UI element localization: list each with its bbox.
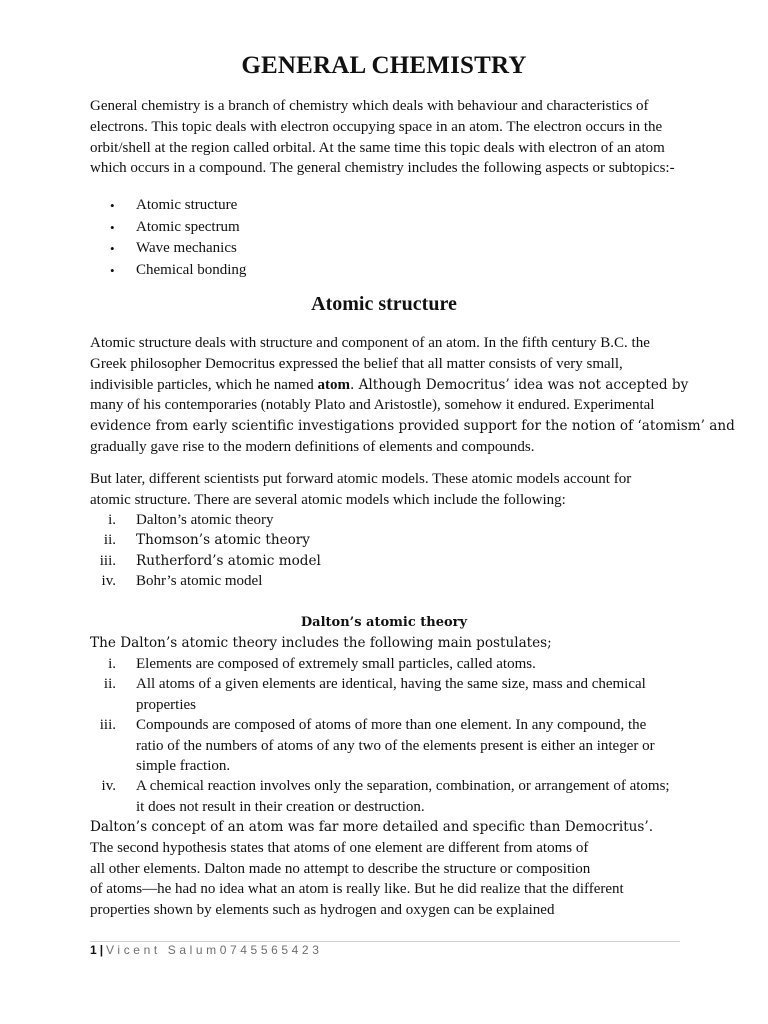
paragraph-line: of atoms—he had no idea what an atom is really like. But he did realize that the different <box>90 881 624 898</box>
document-title: GENERAL CHEMISTRY <box>241 52 527 79</box>
paragraph-line: But later, different scientists put forward atomic models. These atomic models account for <box>90 471 632 487</box>
paragraph-line: Greek philosopher Democritus expressed the belief that all matter consists of very small, <box>90 355 623 372</box>
subtopics-list <box>110 195 246 281</box>
list-text: Bohr’s atomic model <box>136 573 263 590</box>
list-number: iv. <box>101 778 116 795</box>
paragraph-line: gradually gave rise to the modern definitions of elements and compounds. <box>90 438 535 455</box>
list-number: ii. <box>103 532 116 549</box>
subtopic-label: Chemical bonding <box>136 261 247 278</box>
list-text: Thomson’s atomic theory <box>136 532 310 549</box>
list-item <box>90 674 670 694</box>
bullet-icon: • <box>110 241 115 256</box>
list-item <box>90 797 670 817</box>
bold-term-atom: atom <box>317 376 350 393</box>
subtopic-label: Atomic spectrum <box>136 218 240 235</box>
dalton-closing-paragraph <box>90 817 690 921</box>
line-text: indivisible particles, which he named <box>90 376 318 393</box>
paragraph-line: Atomic structure deals with structure and component of an atom. In the fifth century B.C. the <box>90 335 650 351</box>
list-number: iii. <box>99 717 116 734</box>
list-item <box>90 695 670 715</box>
list-item <box>90 654 670 674</box>
paragraph-line: The second hypothesis states that atoms of one element are different from atoms of <box>90 839 589 856</box>
list-item <box>110 195 246 217</box>
list-item <box>110 217 246 239</box>
paragraph-line: atomic structure. There are several atomic models which include the following: <box>90 491 566 508</box>
list-item <box>90 530 321 550</box>
list-item <box>90 551 321 571</box>
list-text: A chemical reaction involves only the separation, combination, or arrangement of atoms; <box>136 778 670 795</box>
list-number: iii. <box>99 552 116 569</box>
list-text: ratio of the numbers of atoms of any two of the elements present is either an integer or <box>136 737 655 754</box>
paragraph-line: evidence from early scientific investigations provided support for the notion of ‘atomism’ and <box>90 418 735 435</box>
footer-divider <box>90 941 680 942</box>
list-text: simple fraction. <box>136 758 231 775</box>
list-item <box>110 260 246 282</box>
line-text: . Although Democritus’ idea was not accepted by <box>349 376 689 393</box>
list-item <box>110 238 246 260</box>
list-number: i. <box>108 656 116 672</box>
paragraph-line: Dalton’s concept of an atom was far more detailed and specific than Democritus’. <box>90 819 654 835</box>
page-number: 1 <box>90 943 97 957</box>
list-item <box>90 571 321 591</box>
bullet-icon: • <box>110 219 115 235</box>
subtopic-label: Atomic structure <box>136 197 238 213</box>
atomic-models-paragraph <box>90 469 690 511</box>
paragraph-line: The Dalton’s atomic theory includes the following main postulates; <box>90 635 552 651</box>
list-item <box>90 736 670 756</box>
subtopic-label: Wave mechanics <box>136 240 237 256</box>
intro-line: electrons. This topic deals with electron occupying space in an atom. The electron occurs in the <box>90 118 663 135</box>
list-text: All atoms of a given elements are identical, having the same size, mass and chemical <box>136 676 646 693</box>
list-text: it does not result in their creation or destruction. <box>136 798 425 815</box>
dalton-intro <box>90 633 690 654</box>
intro-paragraph <box>90 96 690 179</box>
section-heading-atomic-structure: Atomic structure <box>311 293 457 315</box>
list-item <box>90 756 670 776</box>
list-text: Elements are composed of extremely small particles, called atoms. <box>136 656 536 672</box>
list-number: iv. <box>101 573 116 590</box>
list-item <box>90 715 670 735</box>
list-number: ii. <box>103 676 116 693</box>
intro-line: which occurs in a compound. The general chemistry includes the following aspects or subtopics:- <box>90 160 675 177</box>
footer-separator: | <box>99 943 104 957</box>
list-text: properties <box>136 696 196 713</box>
list-number: i. <box>108 512 116 528</box>
section-heading-dalton: Dalton’s atomic theory <box>300 615 468 630</box>
atomic-models-list <box>90 510 321 592</box>
list-text: Compounds are composed of atoms of more than one element. In any compound, the <box>136 717 647 734</box>
dalton-postulates-list <box>90 654 670 817</box>
paragraph-line <box>90 375 690 396</box>
bullet-icon: • <box>110 198 115 213</box>
atomic-structure-paragraph <box>90 333 735 458</box>
paragraph-line: properties shown by elements such as hydrogen and oxygen can be explained <box>90 902 555 919</box>
list-text: Dalton’s atomic theory <box>136 512 274 528</box>
paragraph-line: all other elements. Dalton made no attempt to describe the structure or composition <box>90 860 591 877</box>
footer-author: Vicent Salum0745565423 <box>106 943 323 957</box>
page-footer <box>90 943 322 957</box>
list-item <box>90 776 670 796</box>
intro-line: orbit/shell at the region called orbital. At the same time this topic deals with electron of an atom <box>90 139 665 156</box>
list-text: Rutherford’s atomic model <box>136 552 321 569</box>
paragraph-line: many of his contemporaries (notably Plato and Aristostle), somehow it endured. Experimental <box>90 397 655 414</box>
intro-line: General chemistry is a branch of chemistry which deals with behaviour and characteristics of <box>90 98 649 114</box>
list-item <box>90 510 321 530</box>
bullet-icon: • <box>110 262 115 278</box>
